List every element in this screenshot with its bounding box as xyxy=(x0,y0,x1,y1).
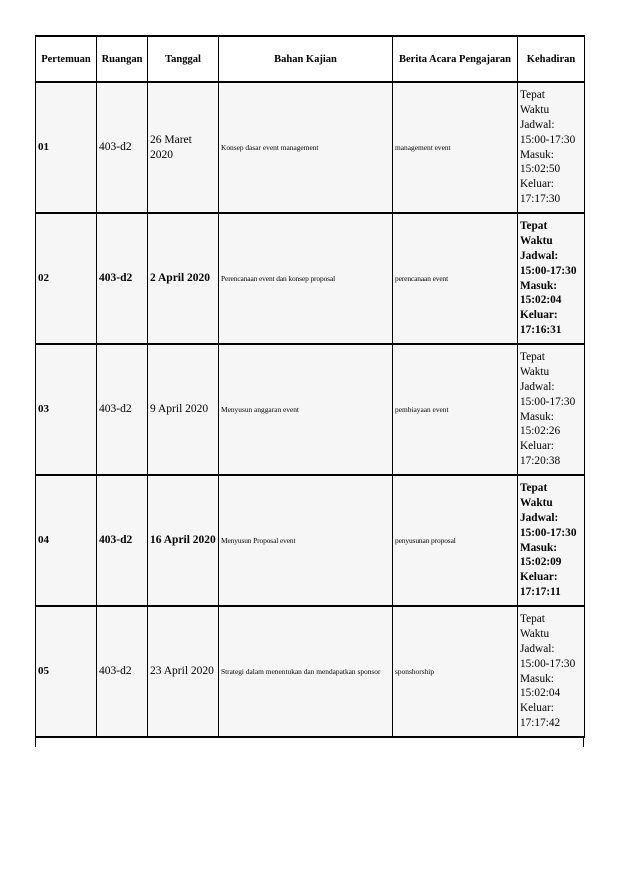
date-cell: 16 April 2020 xyxy=(148,475,219,606)
table-row xyxy=(36,475,585,606)
topic-cell: Strategi dalam menentukan dan mendapatkan sponsor xyxy=(219,606,393,737)
topic-cell: Konsep dasar event management xyxy=(219,82,393,213)
attendance-line: 15:02:04 xyxy=(520,294,562,307)
meeting-number-cell: 01 xyxy=(36,82,97,213)
table-row xyxy=(36,344,585,475)
table-header-row xyxy=(36,36,585,82)
date-cell: 9 April 2020 xyxy=(148,344,219,475)
attendance-line: 17:17:42 xyxy=(520,716,561,729)
attendance-line: Waktu xyxy=(520,628,550,641)
report-cell: penyusunan proposal xyxy=(393,475,518,606)
room-cell: 403-d2 xyxy=(97,213,148,344)
attendance-line: Masuk: xyxy=(520,410,554,423)
report-cell: sponshorship xyxy=(393,606,518,737)
attendance-line: Tepat xyxy=(520,482,548,495)
attendance-line: 15:02:50 xyxy=(520,163,561,176)
topic-cell: Menyusun Proposal event xyxy=(219,475,393,606)
attendance-line: 15:00-17:30 xyxy=(520,395,576,408)
meeting-number-cell: 02 xyxy=(36,213,97,344)
attendance-line: Tepat xyxy=(520,220,548,233)
table-row xyxy=(36,82,585,213)
attendance-line: Waktu xyxy=(520,235,553,248)
meeting-number-cell: 03 xyxy=(36,344,97,475)
attendance-line: 17:16:31 xyxy=(520,323,562,336)
attendance-line: Keluar: xyxy=(520,571,558,584)
attendance-line: 15:00-17:30 xyxy=(520,657,576,670)
table-continuation-edge xyxy=(35,738,584,747)
date-cell: 23 April 2020 xyxy=(148,606,219,737)
attendance-line: 17:17:30 xyxy=(520,192,561,205)
room-cell: 403-d2 xyxy=(97,82,148,213)
topic-cell: Menyusun anggaran event xyxy=(219,344,393,475)
room-cell: 403-d2 xyxy=(97,606,148,737)
attendance-cell xyxy=(518,344,585,475)
attendance-line: Jadwal: xyxy=(520,118,555,131)
attendance-cell xyxy=(518,213,585,344)
table-row xyxy=(36,213,585,344)
attendance-line: 15:00-17:30 xyxy=(520,133,576,146)
attendance-line: Tepat xyxy=(520,613,545,626)
table-body xyxy=(36,82,585,737)
date-cell: 2 April 2020 xyxy=(148,213,219,344)
header-ruangan: Ruangan xyxy=(97,36,148,82)
attendance-line: Keluar: xyxy=(520,702,554,715)
meeting-number-cell: 04 xyxy=(36,475,97,606)
date-cell: 26 Maret 2020 xyxy=(148,82,219,213)
attendance-line: Masuk: xyxy=(520,148,554,161)
attendance-line: 15:02:04 xyxy=(520,687,561,700)
topic-cell: Perencanaan event dan konsep proposal xyxy=(219,213,393,344)
attendance-line: Jadwal: xyxy=(520,249,559,262)
header-berita-acara: Berita Acara Pengajaran xyxy=(393,36,518,82)
attendance-line: 15:00-17:30 xyxy=(520,264,577,277)
header-bahan-kajian: Bahan Kajian xyxy=(219,36,393,82)
attendance-line: Keluar: xyxy=(520,309,558,322)
attendance-cell xyxy=(518,475,585,606)
attendance-line: 17:20:38 xyxy=(520,454,561,467)
report-cell: perencanaan event xyxy=(393,213,518,344)
lecture-log-table xyxy=(35,35,585,738)
attendance-sheet xyxy=(35,35,584,738)
room-cell: 403-d2 xyxy=(97,475,148,606)
attendance-line: Tepat xyxy=(520,351,545,364)
attendance-line: 15:02:26 xyxy=(520,425,561,438)
attendance-cell xyxy=(518,606,585,737)
attendance-line: 15:02:09 xyxy=(520,556,562,569)
attendance-line: Keluar: xyxy=(520,440,554,453)
attendance-line: 15:00-17:30 xyxy=(520,526,577,539)
attendance-line: 17:17:11 xyxy=(520,585,561,598)
header-kehadiran: Kehadiran xyxy=(518,36,585,82)
meeting-number-cell: 05 xyxy=(36,606,97,737)
header-tanggal: Tanggal xyxy=(148,36,219,82)
header-pertemuan: Pertemuan xyxy=(36,36,97,82)
report-cell: pembiayaan event xyxy=(393,344,518,475)
attendance-cell xyxy=(518,82,585,213)
attendance-line: Keluar: xyxy=(520,178,554,191)
attendance-line: Waktu xyxy=(520,104,550,117)
report-cell: management event xyxy=(393,82,518,213)
attendance-line: Masuk: xyxy=(520,279,558,292)
table-row xyxy=(36,606,585,737)
room-cell: 403-d2 xyxy=(97,344,148,475)
attendance-line: Jadwal: xyxy=(520,511,559,524)
attendance-line: Tepat xyxy=(520,89,545,102)
attendance-line: Waktu xyxy=(520,497,553,510)
attendance-line: Waktu xyxy=(520,366,550,379)
attendance-line: Jadwal: xyxy=(520,380,555,393)
attendance-line: Jadwal: xyxy=(520,642,555,655)
attendance-line: Masuk: xyxy=(520,672,554,685)
attendance-line: Masuk: xyxy=(520,541,558,554)
